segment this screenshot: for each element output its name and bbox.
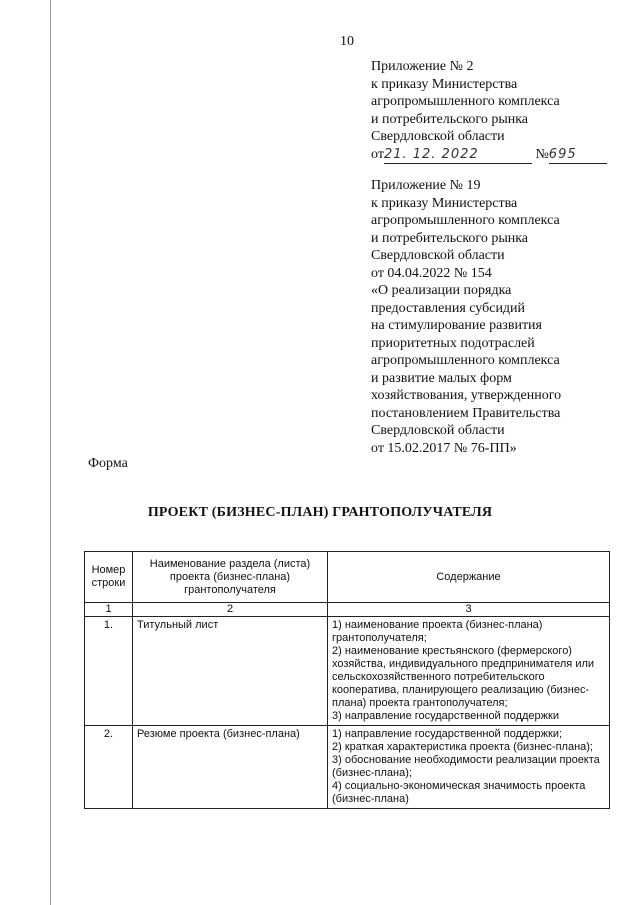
column-index: 2 bbox=[133, 603, 328, 617]
section-content bbox=[328, 726, 610, 809]
column-index-row bbox=[85, 603, 610, 617]
document-title: ПРОЕКТ (БИЗНЕС-ПЛАН) ГРАНТОПОЛУЧАТЕЛЯ bbox=[147, 505, 493, 520]
appendix-2-line: Приложение № 2 bbox=[371, 59, 474, 74]
date-prefix: от bbox=[371, 146, 384, 162]
form-label: Форма bbox=[88, 456, 128, 471]
appendix-19-line: предоставления субсидий bbox=[371, 300, 526, 316]
section-name: Титульный лист bbox=[133, 617, 328, 726]
appendix-2-header bbox=[371, 58, 607, 164]
appendix-19-header bbox=[371, 177, 561, 457]
section-content bbox=[328, 617, 610, 726]
handwritten-date: 21. 12. 2022 bbox=[384, 146, 532, 165]
appendix-19-line: постановлением Правительства bbox=[371, 405, 561, 421]
appendix-2-line: к приказу Министерства bbox=[371, 76, 518, 92]
content-item: 2) краткая характеристика проекта (бизнес-плана); bbox=[332, 741, 593, 753]
header-row-number: Номер строки bbox=[85, 552, 133, 603]
content-item: 3) обоснование необходимости реализации проекта (бизнес-плана); bbox=[332, 754, 600, 779]
table-row bbox=[85, 726, 610, 809]
table-row bbox=[85, 617, 610, 726]
section-name: Резюме проекта (бизнес-плана) bbox=[133, 726, 328, 809]
column-index: 3 bbox=[328, 603, 610, 617]
margin-binding-line bbox=[50, 0, 51, 905]
column-index: 1 bbox=[85, 603, 133, 617]
appendix-19-line: приоритетных подотраслей bbox=[371, 335, 535, 351]
appendix-2-date-line bbox=[371, 146, 607, 165]
content-item: 4) социально-экономическая значимость проекта (бизнес-плана) bbox=[332, 780, 586, 805]
appendix-19-line: и потребительского рынка bbox=[371, 230, 529, 246]
appendix-19-line: хозяйствования, утвержденного bbox=[371, 388, 562, 403]
content-item: 1) направление государственной поддержки; bbox=[332, 728, 563, 740]
appendix-19-line: Свердловской области bbox=[371, 423, 505, 438]
appendix-19-line: и развитие малых форм bbox=[371, 370, 512, 386]
header-content: Содержание bbox=[328, 552, 610, 603]
appendix-19-line: агропромышленного комплекса bbox=[371, 353, 560, 368]
number-prefix: № bbox=[535, 146, 549, 162]
appendix-19-line: агропромышленного комплекса bbox=[371, 213, 560, 228]
appendix-19-line: «О реализации порядка bbox=[371, 283, 512, 298]
appendix-19-line: на стимулирование развития bbox=[371, 318, 542, 333]
appendix-19-line: от 15.02.2017 № 76-ПП» bbox=[371, 440, 517, 456]
appendix-19-line: к приказу Министерства bbox=[371, 195, 518, 211]
appendix-19-line: от 04.04.2022 № 154 bbox=[371, 265, 492, 281]
appendix-2-line: и потребительского рынка bbox=[371, 111, 529, 127]
appendix-19-line: Приложение № 19 bbox=[371, 178, 481, 193]
content-item: 3) направление государственной поддержки bbox=[332, 710, 559, 722]
content-item: 1) наименование проекта (бизнес-плана) грантополучателя; bbox=[332, 619, 543, 644]
content-item: 2) наименование крестьянского (фермерского) хозяйства, индивидуального предпринимателя или сельскохозяйственного потребительского кооператива, планирующего реализацию (бизнес-плана) проекта грантополучателя; bbox=[332, 645, 595, 709]
handwritten-order-number: 695 bbox=[549, 146, 607, 165]
appendix-2-line: Свердловской области bbox=[371, 129, 505, 144]
header-section-name: Наименование раздела (листа) проекта (бизнес-плана) грантополучателя bbox=[133, 552, 328, 603]
appendix-19-line: Свердловской области bbox=[371, 248, 505, 263]
page-number: 10 bbox=[340, 34, 354, 49]
row-number: 2. bbox=[85, 726, 133, 809]
row-number: 1. bbox=[85, 617, 133, 726]
business-plan-table bbox=[84, 551, 610, 809]
table-header-row bbox=[85, 552, 610, 603]
appendix-2-line: агропромышленного комплекса bbox=[371, 94, 560, 109]
